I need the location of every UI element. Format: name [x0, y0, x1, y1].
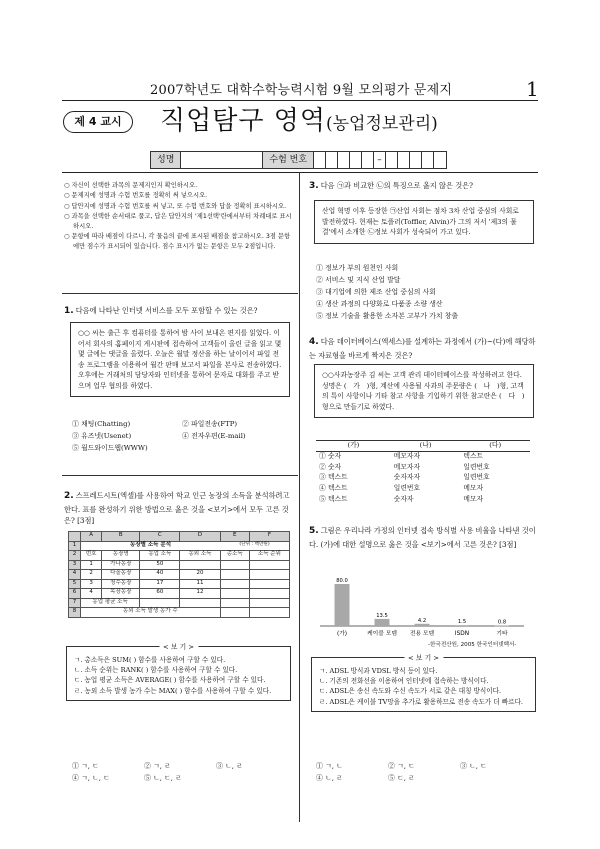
bogi-item: ㄷ. ADSL은 송신 속도와 수신 속도가 서로 같은 대칭 방식이다.: [319, 687, 502, 696]
option-4[interactable]: ④ 전자우편(E-mail): [182, 432, 246, 441]
option-5[interactable]: ⑤ ㄷ, ㄹ: [388, 774, 415, 783]
subject-title: [160, 103, 438, 141]
bogi-item: ㄷ. 농업 평균 소득은 AVERAGE( ) 함수를 사용하여 구할 수 있다.: [74, 676, 266, 685]
cell: [220, 598, 249, 608]
question-stem: 다음 데이터베이스(엑세스)를 설계하는 과정에서 (가)~(다)에 해당하는 자료형을 바르게 짝지은 것은?: [309, 337, 536, 360]
bogi-title: < 보 기 >: [404, 653, 443, 664]
exam-number-cell[interactable]: [434, 152, 446, 168]
bar: [455, 625, 470, 626]
cell: [249, 560, 289, 570]
instruction-item: ○ 문항에 따라 배점이 다르니, 각 물음의 끝에 표시된 배점을 참고하시오. 3점 문항에만 점수가 표시되어 있습니다. 점수 표시가 없는 문항은 모두 2점입니다.: [64, 232, 292, 251]
column-letter: D: [180, 532, 220, 542]
q5-options: [316, 760, 536, 784]
question-stem: 그림은 우리나라 가정의 인터넷 접속 방식별 사용 비율을 나타낸 것이다. (가)에 대한 설명으로 옳은 것을 <보기>에서 고른 것은? [3점]: [309, 526, 536, 549]
question-5: [309, 525, 537, 550]
bar-value-label: 80.0: [336, 578, 348, 584]
category-label: 기타: [496, 631, 508, 637]
bogi-item: ㄹ. 농외 소득 발생 농가 수는 MAX( ) 함수를 사용하여 구할 수 있다.: [74, 686, 272, 695]
instructions-list: [64, 181, 292, 252]
table-row: 1 농장별 소득 분석 (단위 : 백만원): [69, 541, 290, 551]
option-1[interactable]: ① ㄱ, ㄴ: [316, 762, 343, 770]
option-1[interactable]: ① 채팅(Chatting): [72, 420, 131, 428]
student-id-bar: [150, 151, 447, 169]
option-5[interactable]: ⑤ ㄴ, ㄷ, ㄹ: [144, 774, 182, 783]
name-label: 성명: [151, 152, 181, 168]
exam-number-cell[interactable]: [350, 152, 362, 168]
cell: [180, 598, 220, 608]
cell: [249, 589, 289, 599]
cell: 청수농장: [102, 579, 140, 589]
cell: 1: [81, 560, 102, 570]
question-3: [309, 180, 537, 194]
question-stem: 다음에 나타난 인터넷 서비스를 모두 포함할 수 있는 것은?: [75, 306, 258, 315]
question-2: [64, 490, 292, 526]
option-4[interactable]: ④ ㄱ, ㄴ, ㄷ: [72, 774, 110, 783]
option-2[interactable]: ② 서비스 및 지식 산업 발달: [316, 276, 401, 285]
bogi-item: ㄹ. ADSL은 케이블 TV망을 추가로 활용하므로 전송 속도가 더 빠르다.: [319, 697, 524, 706]
cell: [220, 560, 249, 570]
header-cell: 농업 소득: [140, 551, 180, 561]
option-1[interactable]: ① ㄱ, ㄷ: [72, 762, 99, 770]
exam-title: 2007학년도 대학수학능력시험 9월 모의평가 문제지: [150, 83, 453, 98]
question-number: 2.: [64, 491, 74, 501]
cell: [249, 598, 289, 608]
option-2[interactable]: ② ㄱ, ㄷ: [388, 762, 415, 770]
content-top-rule: [62, 172, 538, 173]
table-row: 2 번호 농장명 농업 소득 농외 소득 총소득 소득 순위: [69, 551, 290, 561]
cell: 50: [140, 560, 180, 570]
option-5[interactable]: ⑤ 정보 기술을 활용한 소자본 고부가 가치 창출: [316, 312, 459, 321]
option-4[interactable]: ④ 생산 과정의 다양화로 다품종 소량 생산: [316, 300, 443, 309]
exam-number-cell[interactable]: [326, 152, 338, 168]
table-row: 4 2 다올농장 40 20: [69, 570, 290, 580]
q3-passage-box: 산업 혁명 이후 등장한 ㉠산업 사회는 점차 3차 산업 중심의 사회로 발전하였다. 현재는 토플러(Toffler, Alvin)가 그의 저서 '제3의 물결'에서 소개한 ㉡정보 사회가 성숙되어 가고 있다.: [314, 200, 534, 244]
option-4[interactable]: ④ ㄴ, ㄹ: [316, 774, 343, 783]
question-number: 4.: [309, 337, 319, 347]
bar: [335, 584, 350, 626]
exam-number-label: 수험 번호: [263, 152, 314, 168]
bogi-item: ㄴ. 기존의 전화선을 이용하여 인터넷에 접속하는 방식이다.: [319, 677, 489, 686]
cell: [220, 608, 249, 618]
header-cell: 농장명: [102, 551, 140, 561]
instruction-item: ○ 과목을 선택한 순서대로 풀고, 답은 답안지의 '제1선택'란에서부터 차례대로 표시하시오.: [64, 212, 292, 231]
q1-options: [72, 418, 292, 454]
header-cell: 소득 순위: [249, 551, 289, 561]
cell: 12: [180, 589, 220, 599]
category-label: ISDN: [454, 631, 470, 637]
cell: 2: [81, 570, 102, 580]
option-2[interactable]: ② ㄱ, ㄹ: [144, 762, 171, 770]
q1-passage-box: ○○ 씨는 출근 후 컴퓨터를 통하여 밤 사이 보내온 편지를 읽었다. 이어서 회사의 홈페이지 게시판에 접속하여 고객들이 올린 글을 읽고 몇몇 글에는 댓글을 올렸다. 오늘은 월말 정산을 하는 날이어서 파일 전송 프로그램을 이용하여 월간 판매 보고서 파일을 본사로 전송하였다. 오후에는 거래처의 담당자와 인터넷을 통하여 문자로 대화를 주고 받으며 업무 협의를 하였다.: [70, 322, 290, 397]
exam-number-cell[interactable]: [410, 152, 422, 168]
column-letter: E: [220, 532, 249, 542]
page-number: 1: [526, 77, 539, 101]
question-rule: [62, 475, 298, 476]
name-field[interactable]: [181, 152, 263, 168]
column-divider: [299, 172, 300, 822]
cell: 60: [140, 589, 180, 599]
question-4: [309, 336, 537, 361]
exam-number-dash: –: [374, 152, 386, 168]
cell: 3: [81, 579, 102, 589]
answer-row[interactable]: ④ 텍스트 일련번호 메모자: [319, 484, 484, 493]
option-2[interactable]: ② 파일전송(FTP): [182, 420, 238, 428]
bogi-title: < 보 기 >: [159, 642, 198, 653]
answer-header: (다): [460, 441, 530, 452]
answer-row[interactable]: ③ 텍스트 숫자자자 일련번호: [319, 473, 490, 482]
cell: [249, 608, 289, 618]
header-rule: [62, 100, 538, 101]
category-label: 케이블 모뎀: [367, 631, 397, 637]
bar: [375, 619, 390, 626]
bar: [495, 626, 510, 627]
spreadsheet-table: [68, 531, 290, 618]
table-row: 8 농외 소득 발생 농가 수: [69, 608, 290, 618]
question-number: 5.: [309, 526, 319, 536]
column-letter: B: [102, 532, 140, 542]
instruction-item: ○ 문제지에 성명과 수험 번호를 정확히 써 넣으시오.: [64, 191, 292, 200]
cell: 17: [140, 579, 180, 589]
bar-value-label: 13.5: [376, 612, 388, 619]
bar-value-label: 1.5: [457, 619, 467, 626]
exam-number-cell[interactable]: [398, 152, 410, 168]
question-number: 3.: [309, 181, 319, 191]
bogi-item: ㄱ. ADSL 방식과 VDSL 방식 등이 있다.: [319, 667, 438, 675]
q5-bogi-box: [311, 654, 536, 712]
period-badge: 제 4 교시: [63, 111, 133, 133]
cell: [180, 560, 220, 570]
cell: [140, 598, 180, 608]
table-row: 3 1 가나농장 50: [69, 560, 290, 570]
header-cell: 총소득: [220, 551, 249, 561]
question-1: [64, 305, 292, 319]
bar: [415, 624, 430, 626]
column-letter: A: [81, 532, 102, 542]
subject-name: 직업탐구 영역: [160, 106, 326, 136]
exam-number-cell[interactable]: [314, 152, 326, 168]
question-number: 1.: [64, 306, 74, 316]
answer-row[interactable]: ⑤ 텍스트 숫자자 메모자: [319, 495, 484, 503]
table-row: 7 농업 평균 소득: [69, 598, 290, 608]
cell: 가나농장: [102, 560, 140, 570]
answer-row[interactable]: ② 숫자 메모자자 일련번호: [319, 462, 490, 471]
bogi-item: ㄱ. 총소득은 SUM( ) 함수를 사용하여 구할 수 있다.: [74, 656, 226, 664]
option-3[interactable]: ③ ㄴ, ㄷ: [460, 762, 487, 770]
option-5[interactable]: ⑤ 월드와이드웹(WWW): [72, 444, 148, 453]
cell: 20: [180, 570, 220, 580]
cell: [249, 579, 289, 589]
option-3[interactable]: ③ 유즈넷(Usenet): [72, 432, 132, 441]
corner-cell: [69, 532, 81, 542]
cell: 목장농장: [102, 589, 140, 599]
cell: 11: [180, 579, 220, 589]
instruction-item: ○ 자신이 선택한 과목의 문제지인지 확인하시오.: [64, 181, 292, 190]
cell: 40: [140, 570, 180, 580]
cell: [220, 579, 249, 589]
instructions-rule: [62, 293, 298, 294]
question-stem: 스프레드시트(엑셀)를 사용하여 학교 인근 농장의 소득을 분석하려고 한다. 표를 완성하기 위한 방법으로 옳은 것을 <보기>에서 모두 고른 것은? [3점]: [64, 491, 290, 526]
question-stem: 다음 ㉠과 비교한 ㉡의 특징으로 옳지 않은 것은?: [320, 181, 473, 190]
sheet-unit: (단위 : 백만원): [220, 541, 289, 551]
cell: [249, 570, 289, 580]
q3-options: [316, 262, 536, 322]
category-label: (가): [336, 631, 348, 637]
exam-number-cell[interactable]: [386, 152, 398, 168]
exam-number-cell[interactable]: [362, 152, 374, 168]
column-letter: C: [140, 532, 180, 542]
instruction-item: ○ 답안지에 성명과 수험 번호를 써 넣고, 또 수험 번호와 답을 정확히 표시하시오.: [64, 202, 292, 211]
q4-passage-box: ○○사과농장주 김 씨는 고객 관리 데이터베이스를 작성하려고 한다. 성명은 ( 가 )형, 계산에 사용될 사과의 주문량은 ( 나 )형, 고객의 특이 사항이나 기타 참고 사항을 기입하기 위한 참고란은 ( 다 )형으로 만들기로 하였다.: [314, 364, 534, 418]
avg-label: 농업 평균 소득: [81, 598, 140, 608]
answer-header-row: [316, 441, 530, 452]
answer-row[interactable]: ① 숫자 메모자자 텍스트: [319, 452, 484, 461]
subject-subtitle: (농업정보관리): [325, 114, 438, 134]
exam-number-cell[interactable]: [338, 152, 350, 168]
cell: [220, 570, 249, 580]
chart-source: -한국전산원, 2005 한국인터넷백서-: [428, 642, 517, 648]
table-row: 5 3 청수농장 17 11: [69, 579, 290, 589]
column-header-row: [69, 532, 290, 542]
max-label: 농외 소득 발생 농가 수: [81, 608, 221, 618]
option-1[interactable]: ① 정보가 부의 원천인 사회: [316, 264, 399, 272]
q2-bogi-box: [66, 643, 291, 701]
exam-number-cell[interactable]: [422, 152, 434, 168]
q4-answer-table: [316, 440, 530, 505]
column-letter: F: [249, 532, 289, 542]
table-row: 6 4 목장농장 60 12: [69, 589, 290, 599]
sheet-title: 농장별 소득 분석: [81, 541, 221, 551]
connection-ratio-chart: [318, 574, 526, 640]
cell: 다올농장: [102, 570, 140, 580]
header-cell: 번호: [81, 551, 102, 561]
bogi-item: ㄴ. 소득 순위는 RANK( ) 함수를 사용하여 구할 수 있다.: [74, 666, 238, 675]
answer-header: (나): [391, 441, 461, 452]
category-label: 전용 모뎀: [409, 631, 435, 637]
cell: [220, 589, 249, 599]
cell: 4: [81, 589, 102, 599]
bar-value-label: 4.2: [417, 617, 427, 624]
answer-header: (가): [316, 441, 391, 452]
option-3[interactable]: ③ 대기업에 의한 제조 산업 중심의 사회: [316, 288, 436, 297]
header-cell: 농외 소득: [180, 551, 220, 561]
q2-options: [72, 760, 292, 784]
bar-value-label: 0.8: [497, 619, 507, 626]
option-3[interactable]: ③ ㄴ, ㄹ: [216, 762, 243, 770]
